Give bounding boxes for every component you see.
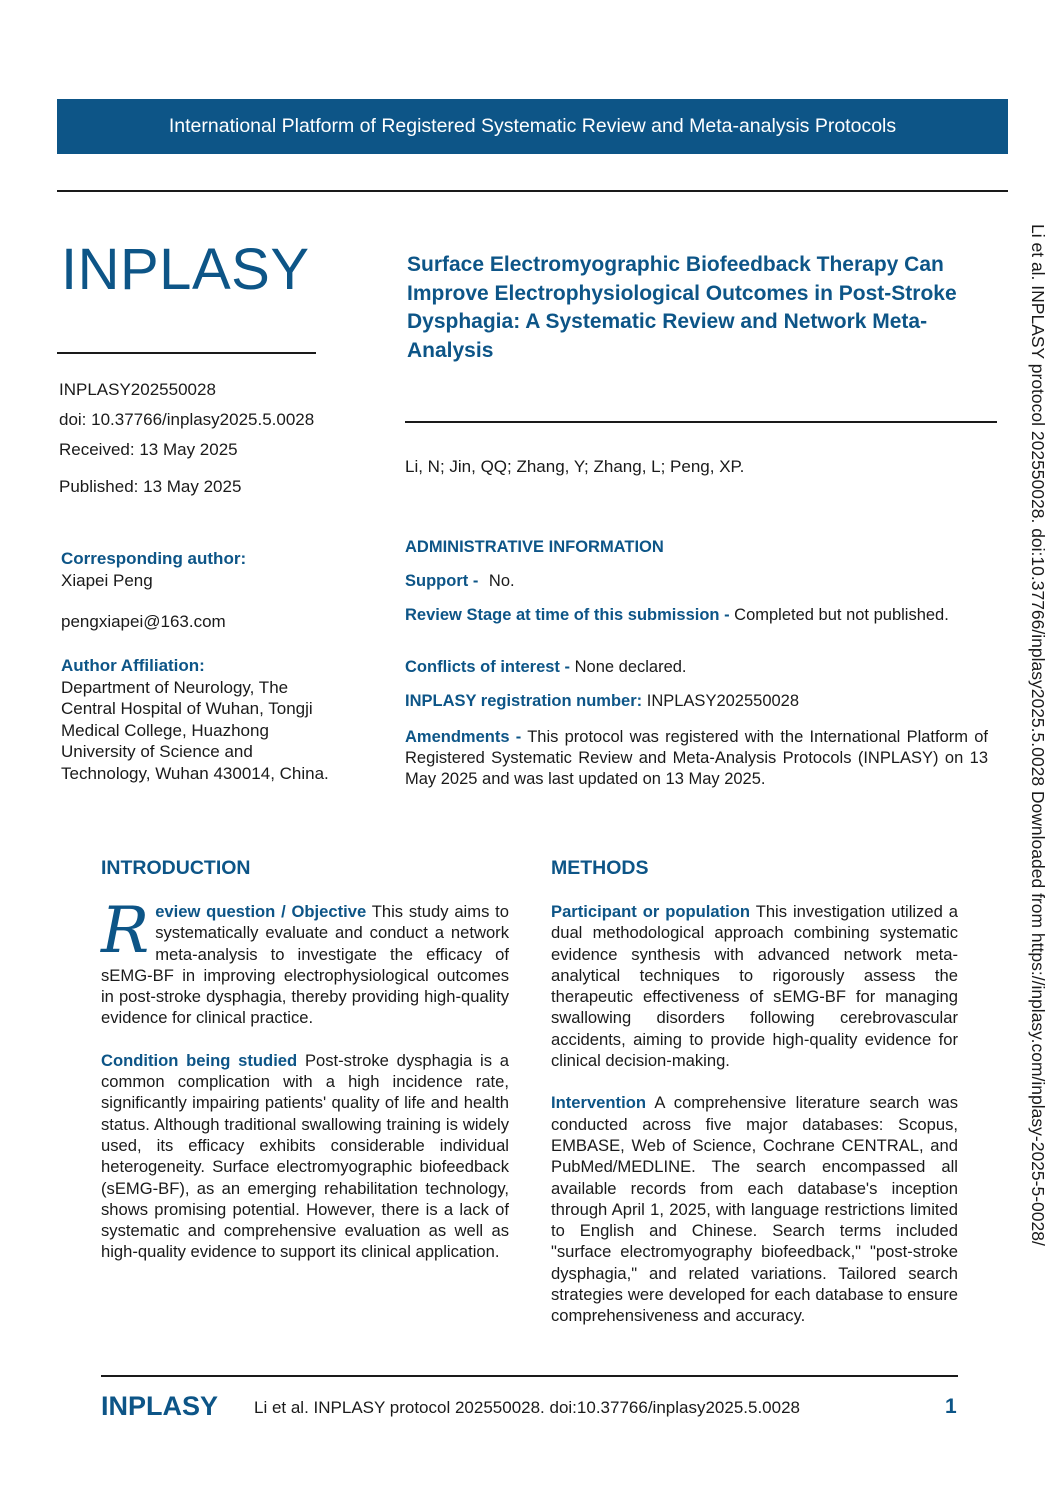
stage-value: Completed but not published. (734, 606, 949, 624)
stage-label: Review Stage at time of this submission - (405, 606, 730, 624)
corresponding-author (61, 548, 361, 633)
top-rule (57, 190, 1008, 192)
doi-text: doi: 10.37766/inplasy2025.5.0028 (59, 410, 315, 429)
intervention-text: A comprehensive literature search was conducted across five major databases: Scopus, EMBASE, Web of Science, Cochrane CENTRAL, and PubMed/MEDLINE. The search encompassed all available records from each database's inception through April 1, 2025, with language restrictions limited to English and Chinese. Search terms included "surface electromyography biofeedback," "post-stroke dysphagia," and related variations. Tailored search strategies were developed for each database to ensure comprehensiveness and accuracy. (551, 1093, 959, 1326)
author-affiliation (61, 655, 361, 784)
inplasy-id: INPLASY202550028 (59, 380, 216, 399)
condition-paragraph (101, 1050, 509, 1263)
review-question-label: eview question / Objective (155, 902, 367, 921)
review-question-paragraph (101, 894, 509, 1029)
registration-label: INPLASY registration number: (405, 692, 643, 710)
published-date: Published: 13 May 2025 (59, 477, 242, 496)
methods-column (551, 901, 958, 1327)
support-label: Support - (405, 572, 479, 590)
registration-value: INPLASY202550028 (646, 692, 800, 710)
conflicts-value: None declared. (574, 658, 687, 676)
dropcap-letter: R (101, 894, 150, 968)
review-question-text: This study aims to systematically evaluate and conduct a network meta-analysis to investigate the efficacy of sEMG-BF in improving electrophysiological outcomes in post-stroke dysphagia, thereby providing high-quality evidence for clinical practice. (101, 902, 509, 1028)
header-banner (57, 99, 1008, 154)
received-date: Received: 13 May 2025 (59, 440, 238, 459)
introduction-column (101, 894, 509, 1263)
introduction-heading: INTRODUCTION (101, 857, 251, 879)
admin-conflicts (405, 658, 988, 677)
condition-label: Condition being studied (101, 1050, 298, 1070)
side-download-note: Li et al. INPLASY protocol 202550028. doi:10.37766/inplasy2025.5.0028 Downloaded from https://inplasy.com/inplasy-2025-5-0028/ (1028, 224, 1048, 1246)
intervention-label: Intervention (551, 1093, 646, 1113)
methods-heading: METHODS (551, 857, 649, 879)
title-rule (405, 421, 997, 423)
footer-brand: INPLASY (101, 1391, 219, 1421)
support-value: No. (488, 572, 515, 590)
participant-paragraph (551, 901, 958, 1071)
footer-citation: Li et al. INPLASY protocol 202550028. doi:10.37766/inplasy2025.5.0028 (254, 1398, 800, 1417)
condition-text: Post-stroke dysphagia is a common complication with a high incidence rate, significantly impairing patients' quality of life and health status. Although traditional swallowing training is widely used, its efficacy exhibits considerable individual heterogeneity. Surface electromyographic biofeedback (sEMG-BF), as an emerging rehabilitation technology, shows promising potential. However, there is a lack of systematic and comprehensive evaluation as well as high-quality evidence to support its clinical application. (101, 1050, 509, 1262)
amendments-value: This protocol was registered with the International Platform of Registered Systematic Review and Meta-Analysis Protocols (INPLASY) on 13 May 2025 and was last updated on 13 May 2025. (405, 728, 989, 788)
affiliation-text: Department of Neurology, The Central Hospital of Wuhan, Tongji Medical College, Huazhong University of Science and Technology, Wuhan 430014, China. (61, 677, 329, 783)
corresponding-name: Xiapei Peng (61, 570, 153, 590)
admin-stage (405, 606, 988, 625)
admin-amendments (405, 727, 988, 790)
admin-support (405, 572, 988, 591)
paper-title: Surface Electromyographic Biofeedback Therapy Can Improve Electrophysiological Outcomes in Post-Stroke Dysphagia: A Systematic Review and Network Meta-Analysis (407, 253, 957, 362)
authors-list: Li, N; Jin, QQ; Zhang, Y; Zhang, L; Peng, XP. (405, 457, 745, 476)
admin-registration (405, 692, 988, 711)
intervention-paragraph (551, 1092, 958, 1326)
amendments-label: Amendments - (405, 728, 522, 746)
admin-heading: ADMINISTRATIVE INFORMATION (405, 538, 664, 556)
banner-text: International Platform of Registered Systematic Review and Meta-analysis Protocols (168, 115, 897, 137)
participant-text: This investigation utilized a dual methodological approach combining systematic evidence synthesis with advanced network meta-analytical techniques to rigorously assess the therapeutic effectiveness of sEMG-BF for managing swallowing disorders following cerebrovascular accidents, aiming to provide high-quality evidence for clinical decision-making. (551, 902, 958, 1071)
brand-rule (57, 352, 316, 354)
page-number: 1 (945, 1395, 957, 1418)
corresponding-email: pengxiapei@163.com (61, 612, 226, 631)
participant-label: Participant or population (551, 902, 751, 921)
conflicts-label: Conflicts of interest - (405, 658, 571, 676)
corresponding-label: Corresponding author: (61, 549, 247, 568)
brand-logo: INPLASY (61, 237, 310, 302)
footer-rule (101, 1375, 958, 1377)
affiliation-label: Author Affiliation: (61, 656, 205, 675)
